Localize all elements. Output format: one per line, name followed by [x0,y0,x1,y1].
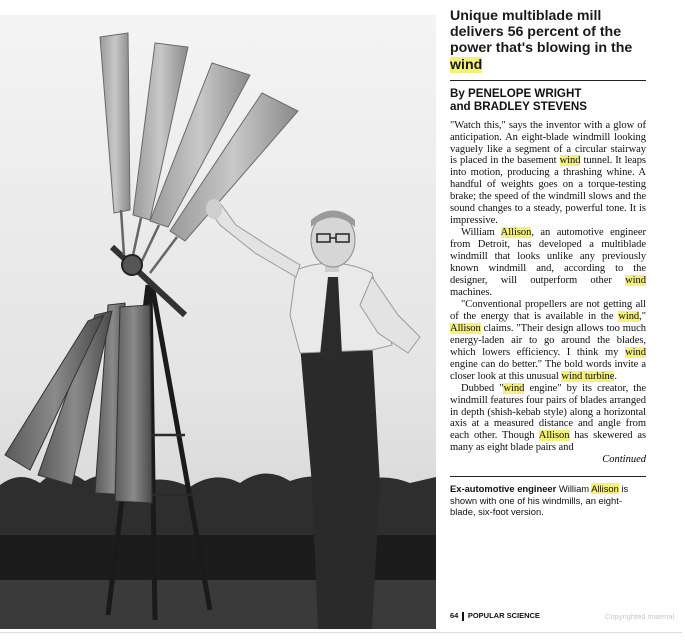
article-body [450,120,646,455]
article-paragraph [450,383,646,455]
text-run: claims. "Their design allows too much energy-laden air to go around the blades, which lowers efficiency. I think my [450,322,646,358]
text-run: , an automotive engineer from Detroit, has developed a multiblade windmill that looks unlike any previously known windmill and, according to the designer, will outperform other [450,227,647,287]
copyright-notice: Copyrighted material [605,612,675,621]
text-run: . [614,370,617,382]
text-run: tunnel. It leaps into motion, producing a thrashing whine. A handful of weights goes on a torque-testing brake; the speed of the windmill slows and the sound changes to a steady, powerful tone. It is impressive. [450,155,646,227]
headline-highlight: wind [450,56,483,73]
article-column [450,8,646,518]
page-number: 64 [450,611,459,620]
article-photo [0,15,436,629]
headline [450,8,646,73]
byline-line-1: By PENELOPE WRIGHT [450,86,582,100]
footer-divider [462,612,464,621]
highlighted-term: Allison [450,322,481,334]
photo-caption [450,483,646,518]
highlighted-term: wind [503,382,525,394]
highlighted-term: wind [618,310,640,322]
text-run: Ex-automotive engineer [450,483,557,495]
article-paragraph [450,227,646,299]
text-run: has skewered as many as eight blade pairs and [450,430,647,454]
highlighted-term: wind [559,155,581,167]
continued-label: Continued [602,454,646,466]
caption-rule [450,476,646,477]
page-bottom-rule [0,632,682,633]
text-run: William [556,483,592,495]
magazine-name: POPULAR SCIENCE [467,611,540,620]
highlighted-term: Allison [538,430,570,442]
text-run: engine" by its creator, the windmill features four pairs of blades arranged in depth (shish-kebab style) along a horizontal axis at a measured distance and angle from each other. Though [450,382,646,442]
article-paragraph [450,299,646,383]
highlighted-term: Allison [500,227,532,239]
text-run: is shown with one of his windmills, an eight-blade, six-foot version. [450,483,629,518]
article-paragraph [450,120,646,228]
highlighted-term: Allison [591,483,619,495]
byline [450,87,646,114]
text-run: "Conventional propellers are not getting all of the energy that is available in the [450,298,646,322]
text-run: Dubbed " [461,382,504,394]
text-run: machines. [450,286,493,298]
highlighted-term: wind [625,275,646,287]
text-run: engine can do better." The bold words invite a closer look at this unusual [450,358,646,382]
text-run: ," [639,310,646,322]
windmill-photo-illustration [0,15,436,629]
highlighted-term: wind [625,346,646,358]
page-footer [450,611,540,621]
headline-rule [450,80,646,81]
text-run: "Watch this," says the inventor with a glow of anticipation. An eight-blade windmill looking vaguely like a segment of a circular stairway is placed in the basement [450,119,646,167]
text-run: William [461,227,501,239]
highlighted-term: wind turbine [561,370,615,382]
byline-line-2: and BRADLEY STEVENS [450,100,588,114]
headline-text: Unique multiblade mill delivers 56 percent of the power that's blowing in the [450,8,633,57]
